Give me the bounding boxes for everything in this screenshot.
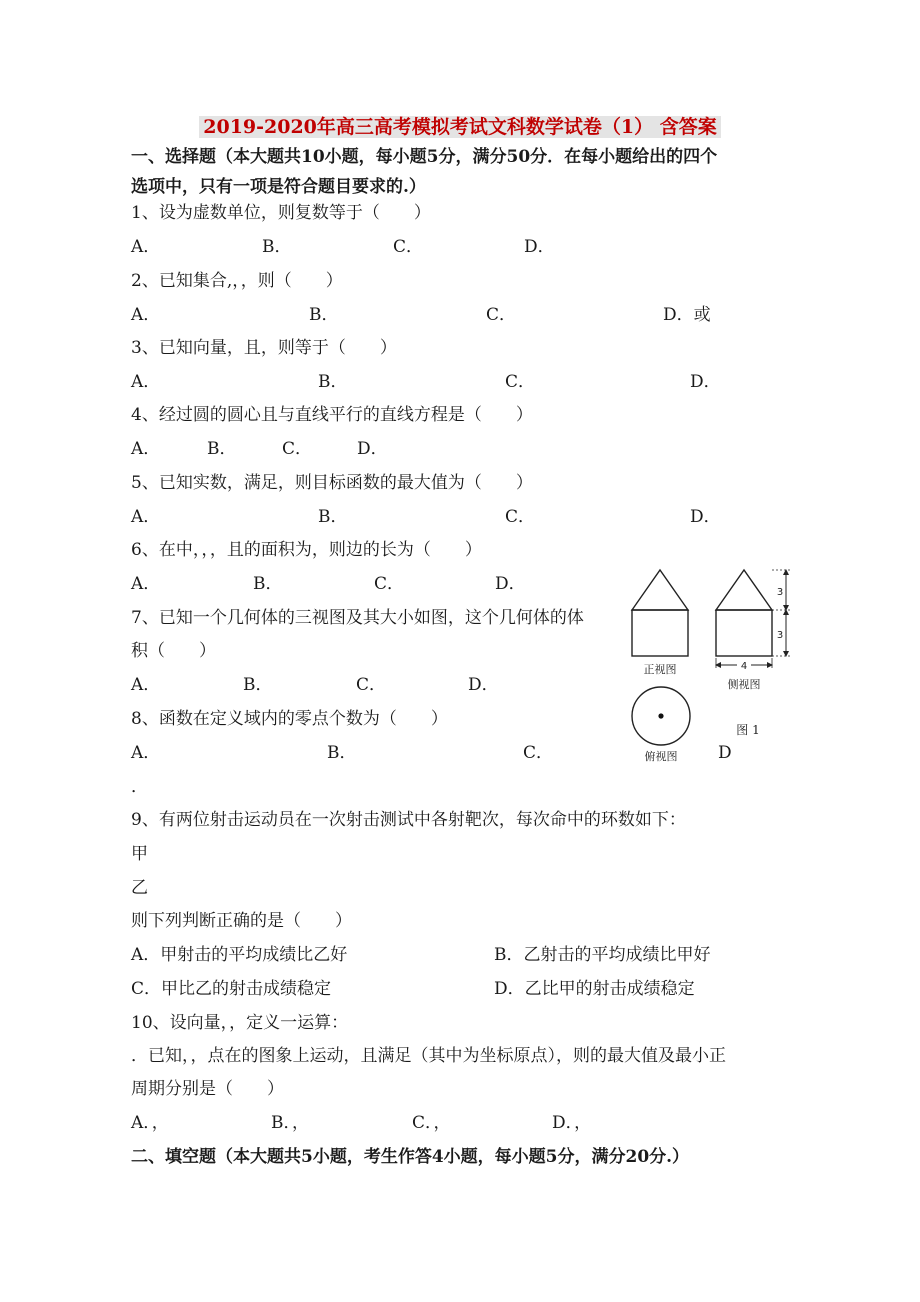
dim-label-width: 4 bbox=[740, 661, 748, 672]
q9-option-a: A．甲射击的平均成绩比乙好 bbox=[131, 945, 348, 965]
q8-trailing-dot: ． bbox=[131, 777, 148, 797]
side-view-label: 侧视图 bbox=[727, 678, 761, 691]
q8-stem: 8、函数在定义域内的零点个数为（ ） bbox=[131, 709, 448, 729]
q5-stem: 5、已知实数，满足，则目标函数的最大值为（ ） bbox=[131, 473, 533, 493]
q5-option-c: C． bbox=[505, 507, 536, 527]
figure-caption: 图 1 bbox=[736, 723, 760, 737]
q10-option-a: A．， bbox=[131, 1113, 169, 1133]
front-view bbox=[632, 570, 688, 676]
q10-stem: 10、设向量，，定义一运算： bbox=[131, 1013, 349, 1033]
q4-option-d: D． bbox=[357, 439, 388, 459]
page-title bbox=[0, 114, 920, 140]
q7-option-a: A． bbox=[131, 675, 161, 695]
q1-option-d: D． bbox=[524, 237, 555, 257]
q4-option-a: A． bbox=[131, 439, 161, 459]
q10-option-c: C．， bbox=[412, 1113, 451, 1133]
side-view-body bbox=[716, 610, 772, 656]
q10-option-b: B．， bbox=[271, 1113, 309, 1133]
q7-stem-line2: 积（ ） bbox=[131, 641, 216, 661]
q1-stem: 1、设为虚数单位，则复数等于（ ） bbox=[131, 203, 431, 223]
q7-option-b: B． bbox=[243, 675, 273, 695]
q3-option-b: B． bbox=[318, 372, 348, 392]
q3-option-d: D． bbox=[690, 372, 721, 392]
q7-option-d: D． bbox=[468, 675, 499, 695]
q7-option-c: C． bbox=[356, 675, 387, 695]
top-view bbox=[632, 687, 690, 763]
q2-option-a: A． bbox=[131, 305, 161, 325]
q6-option-c: C． bbox=[374, 574, 405, 594]
title-text: 2019-2020年高三高考模拟考试文科数学试卷（1） 含答案 bbox=[199, 116, 720, 138]
q4-stem: 4、经过圆的圆心且与直线平行的直线方程是（ ） bbox=[131, 405, 533, 425]
q8-option-a: A． bbox=[131, 743, 161, 763]
q4-option-c: C． bbox=[282, 439, 313, 459]
three-view-figure bbox=[624, 566, 800, 766]
q9-label-yi: 乙 bbox=[131, 878, 148, 898]
front-view-body bbox=[632, 610, 688, 656]
side-view-roof bbox=[716, 570, 772, 610]
top-view-center-dot bbox=[658, 713, 663, 718]
q9-label-jia: 甲 bbox=[131, 844, 148, 864]
section1-heading-line1: 一、选择题（本大题共10小题，每小题5分，满分50分．在每小题给出的四个 bbox=[131, 147, 718, 167]
q9-option-d: D．乙比甲的射击成绩稳定 bbox=[494, 979, 695, 999]
dim-label-top: 3 bbox=[776, 587, 784, 598]
q2-option-d: D．或 bbox=[663, 305, 711, 325]
q9-option-b: B．乙射击的平均成绩比甲好 bbox=[494, 945, 711, 965]
q7-stem-line1: 7、已知一个几何体的三视图及其大小如图，这个几何体的体 bbox=[131, 608, 584, 628]
q1-option-a: A． bbox=[131, 237, 161, 257]
q3-option-c: C． bbox=[505, 372, 536, 392]
q10-stem-line2: ．已知，，点在的图象上运动，且满足（其中为坐标原点），则的最大值及最小正 bbox=[131, 1046, 726, 1066]
q5-option-d: D． bbox=[690, 507, 721, 527]
q1-option-c: C． bbox=[393, 237, 424, 257]
q2-stem: 2、已知集合,，，则（ ） bbox=[131, 271, 343, 291]
q4-option-b: B． bbox=[207, 439, 237, 459]
side-view bbox=[715, 569, 790, 691]
q8-option-c: C． bbox=[523, 743, 554, 763]
q9-stem: 9、有两位射击运动员在一次射击测试中各射靶次，每次命中的环数如下： bbox=[131, 810, 686, 830]
q10-stem-line3: 周期分别是（ ） bbox=[131, 1079, 284, 1099]
q9-option-c: C．甲比乙的射击成绩稳定 bbox=[131, 979, 332, 999]
q8-option-d: D bbox=[718, 743, 732, 763]
top-view-label: 俯视图 bbox=[644, 750, 678, 763]
q2-option-b: B． bbox=[309, 305, 339, 325]
section2-heading: 二、填空题（本大题共5小题，考生作答4小题，每小题5分，满分20分.） bbox=[131, 1147, 690, 1167]
q6-option-a: A． bbox=[131, 574, 161, 594]
q9-question: 则下列判断正确的是（ ） bbox=[131, 911, 352, 931]
dim-label-bottom: 3 bbox=[776, 630, 784, 641]
three-view-drawing bbox=[624, 566, 800, 766]
q3-option-a: A． bbox=[131, 372, 161, 392]
q1-option-b: B． bbox=[262, 237, 292, 257]
q5-option-b: B． bbox=[318, 507, 348, 527]
q2-option-c: C． bbox=[486, 305, 517, 325]
q6-option-b: B． bbox=[253, 574, 283, 594]
front-view-label: 正视图 bbox=[643, 663, 677, 676]
front-view-roof bbox=[632, 570, 688, 610]
q6-option-d: D． bbox=[495, 574, 526, 594]
q3-stem: 3、已知向量，且，则等于（ ） bbox=[131, 338, 397, 358]
q6-stem: 6、在中，，，且的面积为，则边的长为（ ） bbox=[131, 540, 482, 560]
section1-heading-line2: 选项中，只有一项是符合题目要求的.） bbox=[131, 177, 426, 197]
q8-option-b: B． bbox=[327, 743, 357, 763]
q10-option-d: D．， bbox=[552, 1113, 592, 1133]
q5-option-a: A． bbox=[131, 507, 161, 527]
